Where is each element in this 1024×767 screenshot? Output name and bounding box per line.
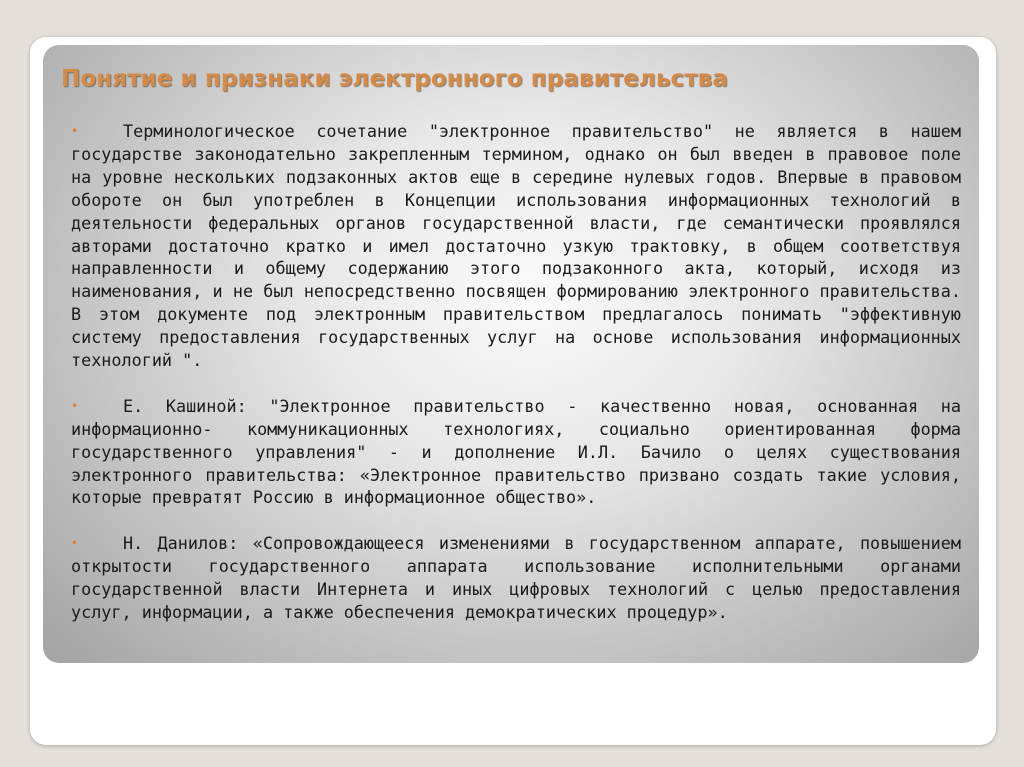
bullet-paragraph-1 [71, 120, 961, 372]
slide-body [71, 120, 961, 647]
bullet-icon: • [71, 124, 79, 138]
bullet-paragraph-2 [71, 395, 961, 510]
bullet-text-1: Терминологическое сочетание "электронное правительство" не является в нашем государстве законодательно закрепленным термином, однако он был введен в правовое поле на уровне нескольких подзаконных актов еще в середине нулевых годов. Впервые в правовом обороте он был употреблен в Концепции использования информационных технологий в деятельности федеральных органов государственной власти, где семантически проявлялся авторами достаточно кратко и имел достаточно узкую трактовку, в общем соответствуя направленности и общему содержанию этого подзаконного акта, который, исходя из наименования, и не был непосредственно посвящен формированию электронного правительства. В этом документе под электронным правительством предлагалось понимать "эффективную систему предоставления государственных услуг на основе использования информационных технологий ". [71, 121, 961, 371]
bullet-icon: • [71, 398, 79, 413]
bullet-icon: • [71, 536, 79, 551]
bullet-text-3: Н. Данилов: «Сопровождающееся изменениями в государственном аппарате, повышением открытости государственного аппарата использование исполнительными органами государственной власти Интернета и иных цифровых технологий с целью предоставления услуг, информации, а также обеспечения демократических процедур». [71, 533, 961, 622]
bullet-text-2: Е. Кашиной: "Электронное правительство - качественно новая, основанная на информационно- коммуникационных технологиях, социально ориентированная форма государственного управления" - и дополнение И.Л. Бачило о целях существования электронного правительства: «Электронное правительство призвано создать такие условия, которые превратят Россию в информационное общество». [71, 395, 961, 508]
slide-title: Понятие и признаки электронного правительства [61, 66, 728, 92]
bullet-paragraph-3 [71, 532, 961, 624]
